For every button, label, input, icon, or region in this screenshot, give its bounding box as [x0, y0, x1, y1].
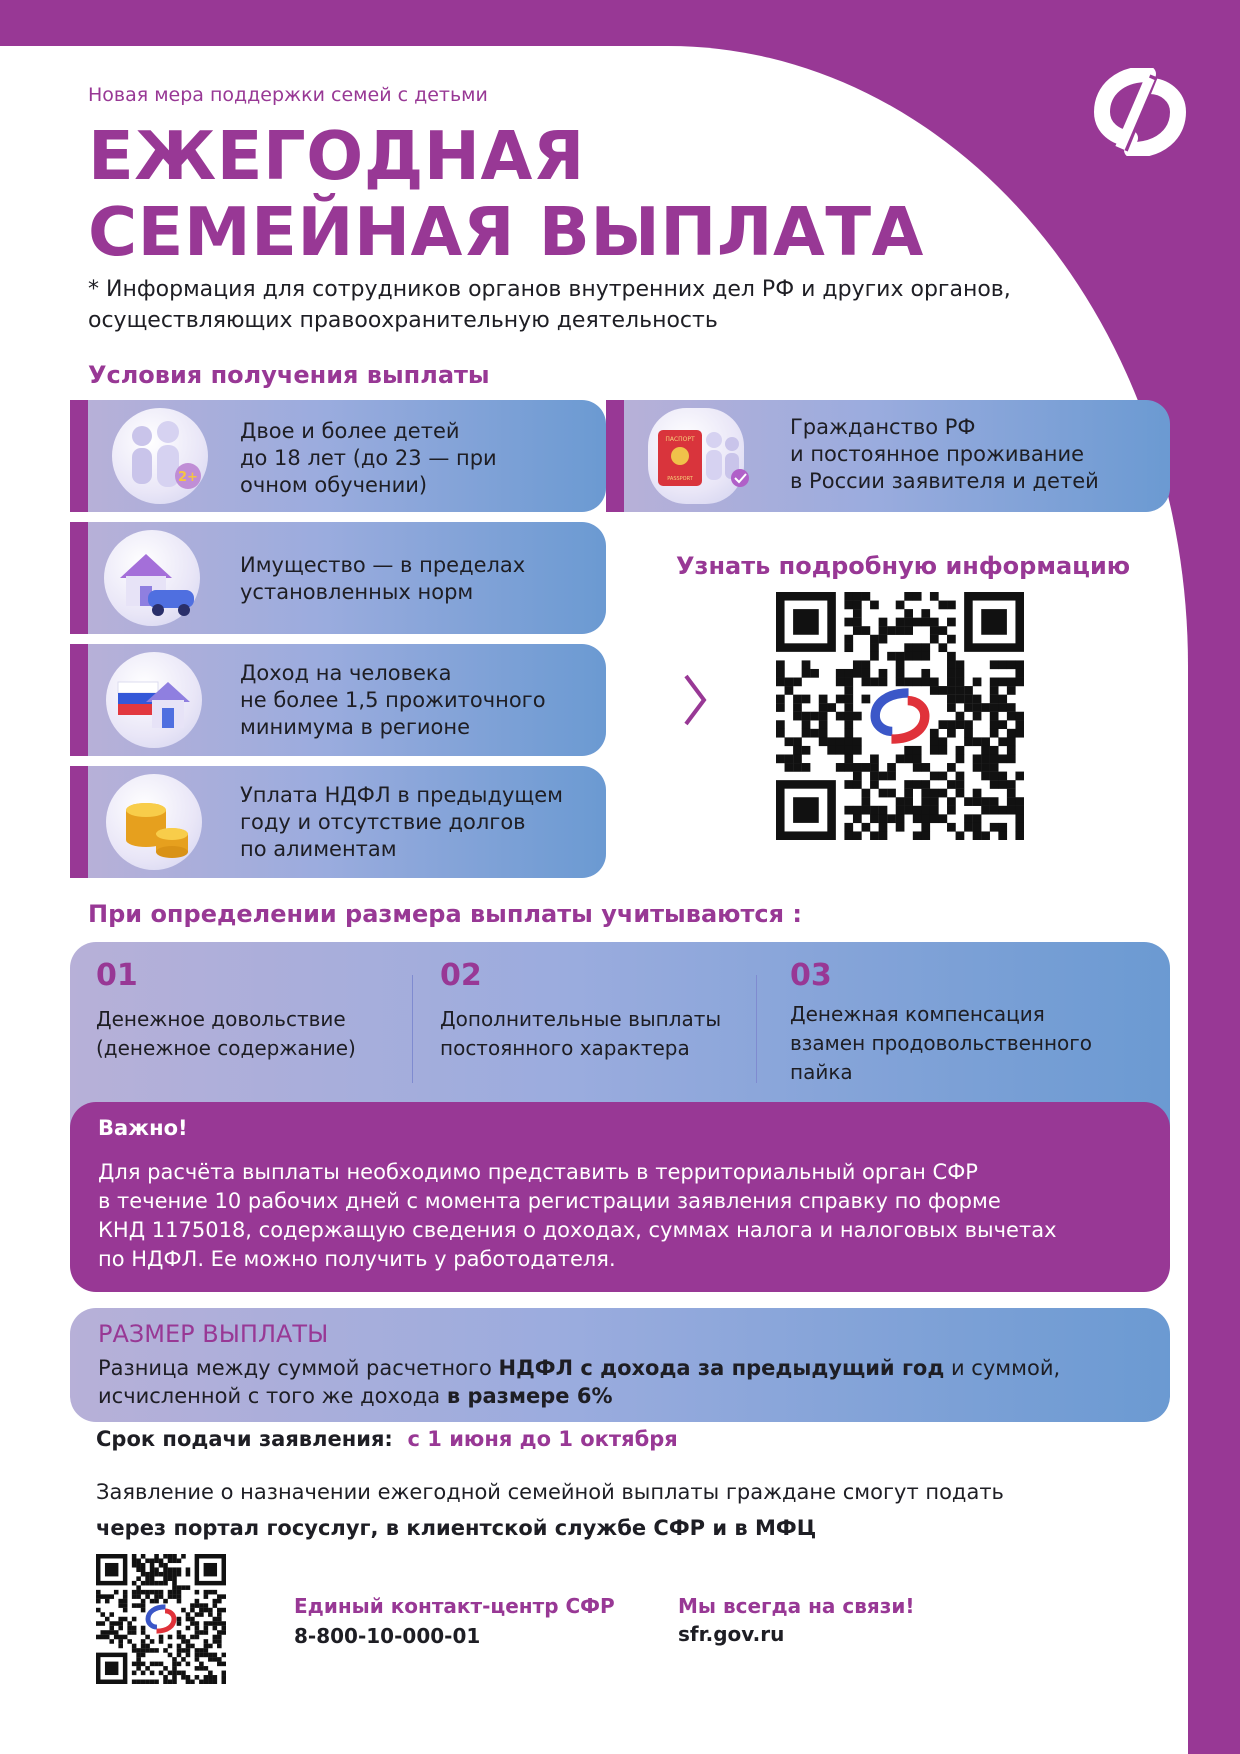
factor-number: 03	[790, 958, 832, 993]
contact-center	[294, 1594, 615, 1648]
condition-card-children	[70, 400, 606, 512]
condition-line: Гражданство РФ	[790, 415, 976, 439]
factor-line: Дополнительные выплаты	[440, 1007, 722, 1031]
factor-item	[96, 958, 356, 1063]
condition-card-property	[70, 522, 606, 634]
important-panel	[70, 1102, 1170, 1292]
conditions-heading: Условия получения выплаты	[88, 361, 490, 389]
note-line-1: * Информация для сотрудников органов внутренних дел РФ и других органов,	[88, 277, 1011, 302]
qr-code-icon[interactable]	[776, 592, 1024, 840]
condition-text-children	[240, 418, 497, 499]
condition-card-citizenship	[606, 400, 1170, 512]
kicker-text: Новая мера поддержки семей с детьми	[88, 84, 488, 106]
payment-size-panel	[70, 1308, 1170, 1422]
passport-bottom-label: PASSPORT	[667, 476, 693, 482]
deadline-value: с 1 июня до 1 октября	[407, 1427, 678, 1451]
text-span: Разница между суммой расчетного	[98, 1356, 499, 1380]
page-title	[88, 118, 924, 270]
condition-line: по алиментам	[240, 837, 397, 861]
condition-text-citizenship	[790, 414, 1099, 495]
deadline-label: Срок подачи заявления:	[96, 1427, 393, 1451]
condition-line: году и отсутствие долгов	[240, 810, 526, 834]
title-line-2: СЕМЕЙНАЯ ВЫПЛАТА	[88, 193, 924, 271]
condition-card-tax	[70, 766, 606, 878]
chevron-right-icon	[682, 672, 708, 728]
condition-line: в России заявителя и детей	[790, 469, 1099, 493]
audience-note	[88, 274, 1011, 336]
payment-size-text	[98, 1354, 1060, 1410]
qr-code-icon[interactable]	[96, 1554, 226, 1684]
house-car-icon	[104, 530, 200, 626]
condition-line: не более 1,5 прожиточного	[240, 688, 546, 712]
condition-line: минимума в регионе	[240, 715, 471, 739]
important-line: Для расчёта выплаты необходимо представить в территориальный орган СФР	[98, 1160, 978, 1184]
passport-icon	[648, 408, 744, 504]
factor-text	[96, 1005, 356, 1063]
factor-text	[440, 1005, 721, 1063]
coins-icon	[106, 774, 202, 870]
condition-line: и постоянное проживание	[790, 442, 1085, 466]
application-line-2: через портал госуслуг, в клиентской службе СФР и в МФЦ	[96, 1516, 817, 1540]
family-icon	[112, 408, 208, 504]
condition-line: очном обучении)	[240, 473, 428, 497]
condition-card-income	[70, 644, 606, 756]
payment-size-line-1	[98, 1354, 1060, 1382]
condition-line: до 18 лет (до 23 — при	[240, 446, 497, 470]
condition-line: установленных норм	[240, 580, 474, 604]
contact-center-label: Единый контакт-центр СФР	[294, 1594, 615, 1618]
condition-text-income	[240, 660, 546, 741]
factor-line: (денежное содержание)	[96, 1036, 356, 1060]
info-heading: Узнать подробную информацию	[676, 552, 1131, 580]
title-line-1: ЕЖЕГОДНАЯ	[88, 117, 585, 195]
important-text	[98, 1158, 1057, 1274]
deadline	[96, 1427, 678, 1451]
contact-center-phone[interactable]: 8-800-10-000-01	[294, 1624, 481, 1648]
text-bold: НДФЛ с дохода за предыдущий год	[498, 1356, 945, 1380]
sfr-logo-icon	[1090, 68, 1190, 156]
condition-line: Уплата НДФЛ в предыдущем	[240, 783, 563, 807]
factor-number: 02	[440, 958, 482, 993]
application-line-1: Заявление о назначении ежегодной семейной выплаты граждане смогут подать	[96, 1480, 1004, 1504]
divider	[756, 975, 757, 1083]
application-info	[96, 1474, 1004, 1546]
condition-text-tax	[240, 782, 563, 863]
important-line: по НДФЛ. Ее можно получить у работодателя.	[98, 1247, 616, 1271]
condition-text-property	[240, 552, 525, 606]
important-title: Важно!	[98, 1116, 188, 1140]
note-line-2: осуществляющих правоохранительную деятельность	[88, 308, 718, 333]
factor-item	[790, 958, 1092, 1087]
factor-number: 01	[96, 958, 138, 993]
factors-heading: При определении размера выплаты учитываются :	[88, 900, 802, 928]
text-span: и суммой,	[944, 1356, 1061, 1380]
site-link[interactable]: sfr.gov.ru	[678, 1622, 785, 1646]
condition-line: Доход на человека	[240, 661, 452, 685]
factor-line: взамен продовольственного	[790, 1031, 1093, 1055]
factor-text	[790, 1000, 1092, 1087]
text-bold: в размере 6%	[446, 1384, 613, 1408]
factor-line: постоянного характера	[440, 1036, 690, 1060]
online-label: Мы всегда на связи!	[678, 1594, 915, 1618]
text-span: исчисленной с того же дохода	[98, 1384, 447, 1408]
important-line: в течение 10 рабочих дней с момента регистрации заявления справку по форме	[98, 1189, 1001, 1213]
important-line: КНД 1175018, содержащую сведения о доходах, суммах налога и налоговых вычетах	[98, 1218, 1057, 1242]
passport-label: ПАСПОРТ	[665, 436, 695, 443]
condition-line: Двое и более детей	[240, 419, 460, 443]
flag-house-icon	[106, 652, 202, 748]
badge-2plus: 2+	[178, 470, 198, 485]
factor-item	[440, 958, 721, 1063]
online-contact	[678, 1594, 914, 1646]
condition-line: Имущество — в пределах	[240, 553, 526, 577]
divider	[412, 975, 413, 1083]
payment-size-line-2	[98, 1382, 1060, 1410]
factor-line: пайка	[790, 1060, 853, 1084]
factor-line: Денежное довольствие	[96, 1007, 346, 1031]
payment-size-title: РАЗМЕР ВЫПЛАТЫ	[98, 1320, 329, 1348]
factor-line: Денежная компенсация	[790, 1002, 1045, 1026]
